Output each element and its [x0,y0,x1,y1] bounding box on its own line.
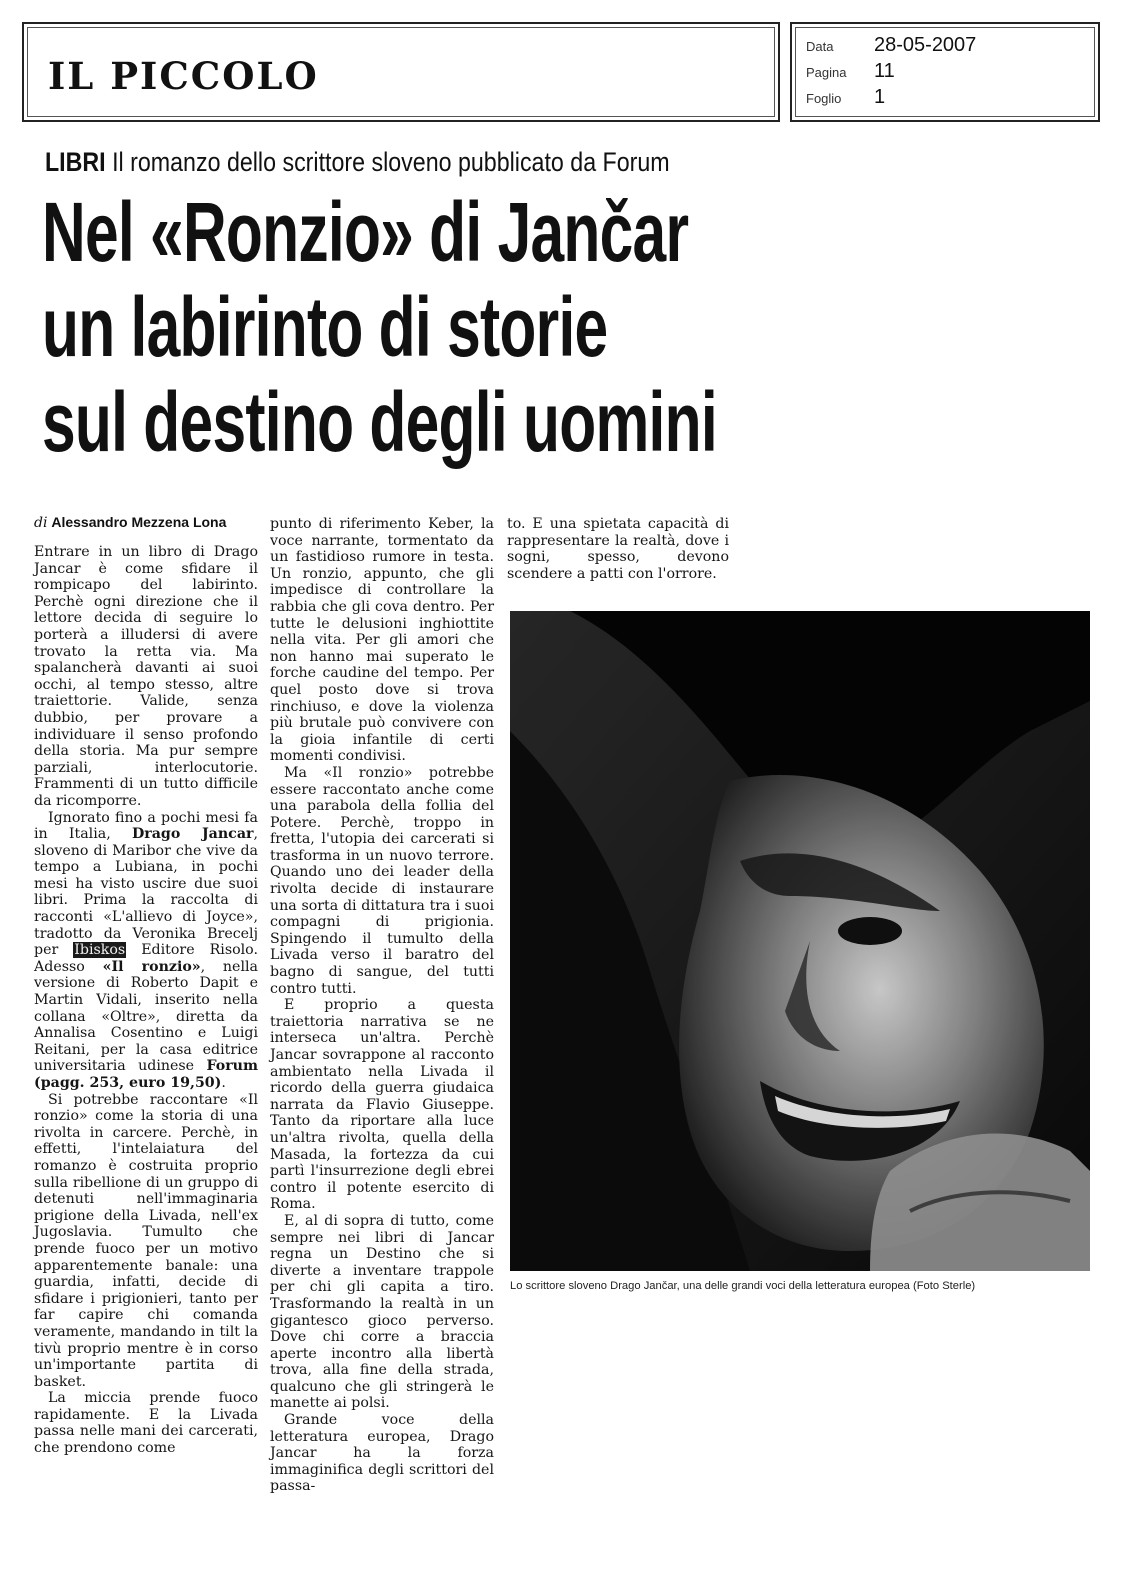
text-run: . [221,1075,226,1091]
text-run: , sloveno di Maribor che vive da tempo a Lubiana, in pochi mesi ha visto uscire due suoi libri. Prima la raccolta di racconti «L'allievo di Joyce», tradotto da Veronika Brecelj per [34,826,259,959]
byline [34,514,226,531]
newspaper-logo: IL PICCOLO [48,54,319,98]
author-photo-illustration [510,611,1090,1271]
page-value: 11 [874,60,895,82]
date-value: 28-05-2007 [874,34,977,56]
article-column-3 [507,516,729,582]
kicker-text: Il romanzo dello scrittore sloveno pubblicato da Forum [112,147,670,177]
section-tag: LIBRI [45,147,106,177]
book-title-bold: «Il ronzio» [102,958,201,975]
author-photo [510,611,1090,1271]
author-name-bold: Drago Jancar [131,826,254,843]
page-label: Pagina [806,65,847,80]
sheet-label: Foglio [806,91,842,106]
paragraph [34,810,258,1092]
paragraph: punto di riferimento Keber, la voce narrante, tormentato da un fastidioso rumore in testa. Un ronzio, appunto, che gli impedisce di controllare la rabbia che gli cova dentro. Per tutte le delusioni inghiottite nella vita. Per gli amori che non hanno mai superato le forche caudine del tempo. Per quel posto dove si trova rinchiuso, e dove la violenza più brutale può convivere con la gioia infantile di certi momenti condivisi. [270,516,494,765]
publisher-bold: Forum (pagg. 253, euro 19,50) [34,1058,258,1091]
text-run: Ignorato fino a pochi mesi fa in Italia, [34,809,258,843]
paragraph: Entrare in un libro di Drago Jancar è come sfidare il rompicapo del labirinto. Perchè ogni direzione che il lettore decida di seguire lo porterà a illudersi di avere trovato la retta via. Ma spalancherà davanti ai suoi occhi, al tempo stesso, altre traiettorie. Valide, senza dubbio, per provare a individuare il senso profondo della storia. Ma pur sempre parziali, interlocutorie. Frammenti di un tutto difficile da ricomporre. [34,544,258,809]
sheet-row [806,86,885,109]
date-row [806,34,976,57]
headline-line: un labirinto di storie [42,280,608,374]
byline-author: Alessandro Mezzena Lona [51,514,227,530]
photo-caption: Lo scrittore sloveno Drago Jančar, una delle grandi voci della letteratura europea (Foto Sterle) [510,1280,976,1292]
date-label: Data [806,39,834,54]
paragraph: La miccia prende fuoco rapidamente. E la Livada passa nelle mani dei carcerati, che prendono come [34,1390,258,1457]
page-row [806,60,895,83]
paragraph: Si potrebbe raccontare «Il ronzio» come la storia di una rivolta in carcere. Perchè, in effetti, l'intelaiatura del romanzo è costruita proprio sulla ribellione di un gruppo di detenuti nell'immaginaria prigione della Livada, nell'ex Jugoslavia. Tumulto che prende fuoco per un motivo apparentemente banale: una guardia, infatti, decide di sfidare i prigionieri, tanto per far capire chi comanda veramente, mandando in tilt la tivù proprio mentre è in corso un'importante partita di basket. [34,1091,258,1390]
article-column-1 [34,544,258,1457]
paragraph: to. E una spietata capacità di rappresentare la realtà, dove i sogni, spesso, devono scendere a patti con l'orrore. [507,516,729,582]
article-kicker [45,147,670,178]
paragraph: Grande voce della letteratura europea, Drago Jancar ha la forza immaginifica degli scrittori del passa- [270,1412,494,1495]
paragraph: E, al di sopra di tutto, come sempre nei libri di Jancar regna un Destino che si diverte a inventare trappole per chi gli capita a tiro. Trasformando la realtà in un gigantesco gioco perverso. Dove chi corre a braccia aperte incontro alla libertà trova, alla fine della strada, qualcuno che gli stringerà le manette ai polsi. [270,1212,494,1412]
paragraph: E proprio a questa traiettoria narrativa se ne interseca un'altra. Perchè Jancar sovrappone al racconto ambientato nella Livada il ricordo della guerra giudaica narrata da Flavio Giuseppe. Tanto da riportare alla luce un'altra rivolta, quella della Masada, la fortezza da cui partì l'insurrezione degli ebrei contro il potente esercito di Roma. [270,997,494,1213]
headline-line: sul destino degli uomini [42,375,717,469]
text-run: , nella versione di Roberto Dapit e Martin Vidali, inserito nella collana «Oltre», diretta da Annalisa Cosentino e Luigi Reitani, per la casa editrice universitaria udinese [34,958,258,1075]
masthead [22,22,780,122]
article-headline [42,185,717,470]
highlighted-publisher: Ibiskos [74,942,126,959]
sheet-value: 1 [874,86,886,108]
article-column-2 [270,516,494,1495]
byline-prefix: di [34,515,48,531]
publication-info-box [790,22,1100,122]
paragraph: Ma «Il ronzio» potrebbe essere raccontato anche come una parabola della follia del Potere. Perchè, troppo in fretta, l'utopia dei carcerati si trasforma in un nuovo terrore. Quando uno dei leader della rivolta decide di instaurare una sorta di dittatura tra i suoi compagni di prigionia. Spingendo il tumulto della Livada verso il baratro del bagno di sangue, del tutti contro tutti. [270,764,494,997]
headline-line: Nel «Ronzio» di Jančar [42,185,689,279]
text-run: Editore Risolo. Adesso [34,942,258,975]
